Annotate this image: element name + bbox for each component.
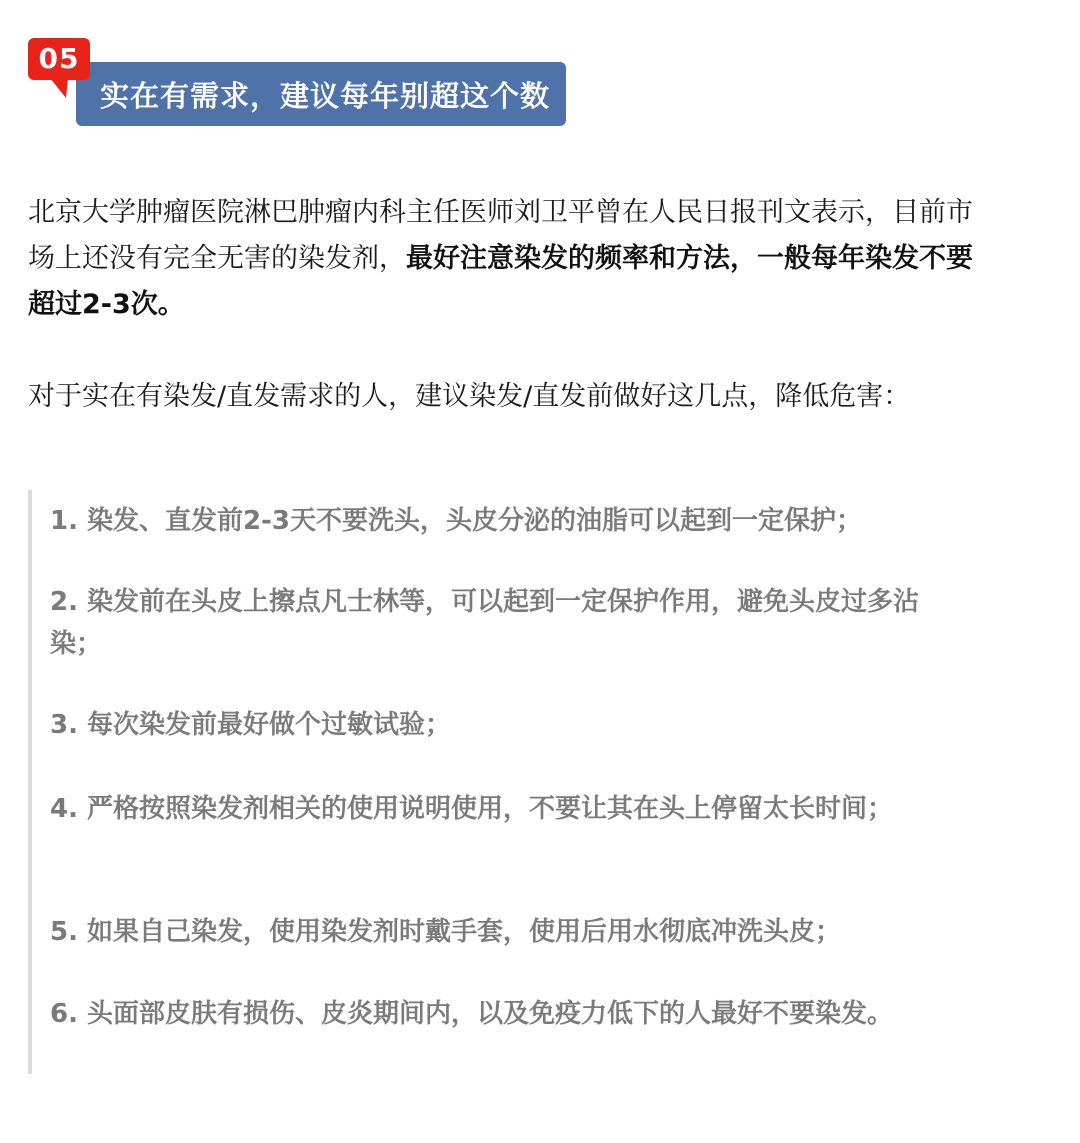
section-header bbox=[28, 38, 568, 128]
intro-emphasis: 最好注意染发的频率和方法，一般每年染发不要超过2-3次。 bbox=[28, 243, 973, 320]
intro-text: 北京大学肿瘤医院淋巴肿瘤内科主任医师刘卫平曾在人民日报刊文表示，目前市场上还没有完全无害的染发剂， bbox=[28, 197, 973, 274]
section-number-badge bbox=[28, 38, 90, 82]
tip-item: 1. 染发、直发前2-3天不要洗头，头皮分泌的油脂可以起到一定保护； bbox=[50, 506, 862, 536]
tip-item: 3. 每次染发前最好做个过敏试验； bbox=[50, 710, 452, 740]
section-number: 05 bbox=[38, 42, 80, 75]
advice-intro-paragraph: 对于实在有染发/直发需求的人，建议染发/直发前做好这几点，降低危害： bbox=[28, 381, 911, 412]
tip-item: 5. 如果自己染发，使用染发剂时戴手套，使用后用水彻底冲洗头皮； bbox=[50, 917, 842, 947]
section-title: 实在有需求，建议每年别超这个数 bbox=[76, 62, 566, 126]
tip-item: 6. 头面部皮肤有损伤、皮炎期间内，以及免疫力低下的人最好不要染发。 bbox=[50, 999, 894, 1029]
tip-item: 2. 染发前在头皮上擦点凡士林等，可以起到一定保护作用，避免头皮过多沾染； bbox=[50, 587, 920, 659]
tips-blockquote bbox=[28, 490, 978, 1074]
tip-item: 4. 严格按照染发剂相关的使用说明使用，不要让其在头上停留太长时间； bbox=[50, 794, 894, 824]
intro-paragraph bbox=[28, 190, 978, 328]
